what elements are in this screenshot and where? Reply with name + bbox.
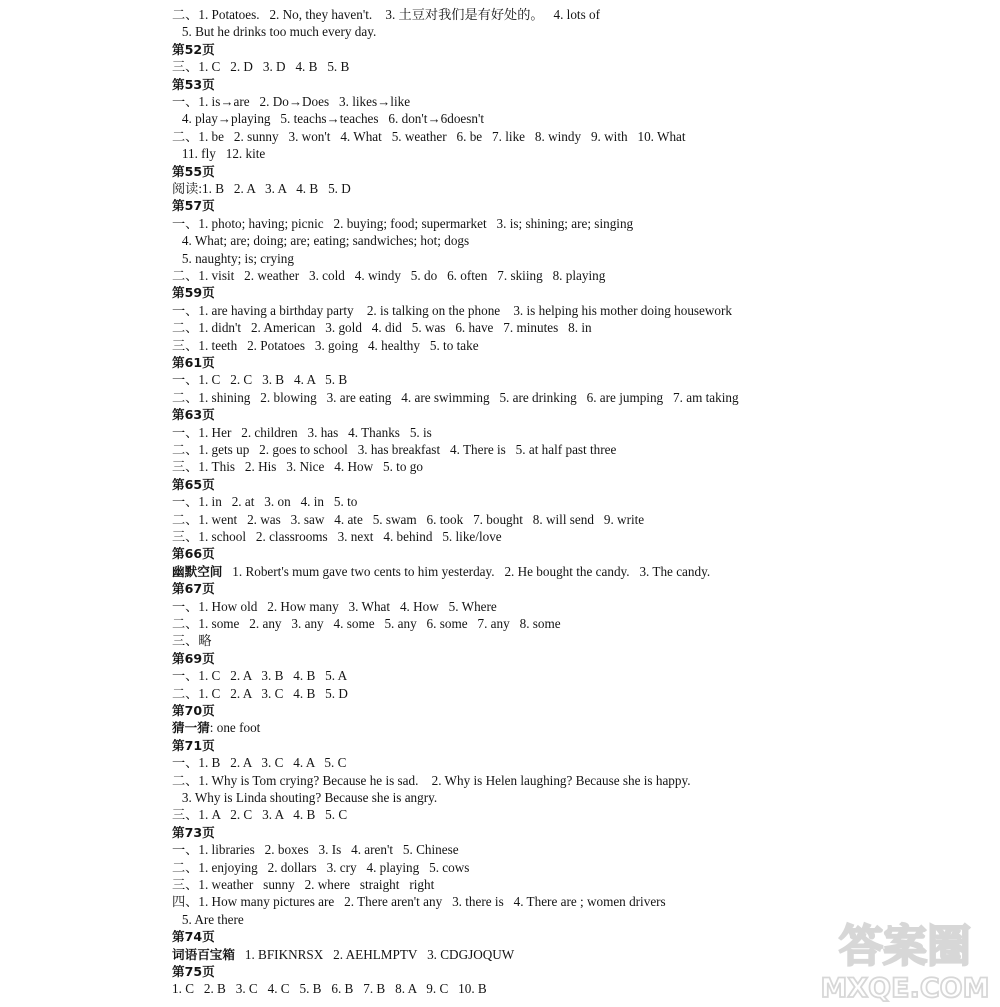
answer-line: 一、1. How old 2. How many 3. What 4. How 5. Where xyxy=(172,598,497,614)
answer-line: 5. Are there xyxy=(172,911,244,927)
page-heading: 第66页 xyxy=(172,546,215,562)
answer-line: 二、1. Why is Tom crying? Because he is sad. 2. Why is Helen laughing? Because she is happy. xyxy=(172,772,691,788)
section-label: 词语百宝箱 xyxy=(172,946,235,962)
answer-line: 3. Why is Linda shouting? Because she is angry. xyxy=(172,790,438,805)
answer-line: 一、1. C 2. C 3. B 4. A 5. B xyxy=(172,372,348,388)
answer-line: 三、1. weather sunny 2. where straight right xyxy=(172,877,435,892)
answer-line xyxy=(172,947,514,963)
answer-line: 4. What; are; doing; are; eating; sandwiches; hot; dogs xyxy=(172,233,470,249)
answer-line: 一、1. B 2. A 3. C 4. A 5. C xyxy=(172,755,347,771)
page-heading: 第59页 xyxy=(172,285,215,301)
answer-line: 三、1. A 2. C 3. A 4. B 5. C xyxy=(172,807,348,823)
page-heading: 第71页 xyxy=(172,737,215,753)
answer-line: 三、略 xyxy=(172,633,212,649)
answer-line: 一、1. Her 2. children 3. has 4. Thanks 5. is xyxy=(172,424,432,440)
answer-line: 一、1. are having a birthday party 2. is talking on the phone 3. is helping his mother doing housework xyxy=(172,302,733,318)
page-heading: 第73页 xyxy=(172,824,215,840)
answer-line: 二、1. went 2. was 3. saw 4. ate 5. swam 6. took 7. bought 8. will send 9. write xyxy=(172,511,645,527)
answer-line: 5. naughty; is; crying xyxy=(172,250,294,266)
answer-line: 一、1. is→are 2. Do→Does 3. likes→like xyxy=(172,94,411,109)
answer-line: 11. fly 12. kite xyxy=(172,146,266,162)
answer-line: 三、1. C 2. D 3. D 4. B 5. B xyxy=(172,59,350,75)
page-heading: 第52页 xyxy=(172,41,215,57)
answer-line: 四、1. How many pictures are 2. There aren't any 3. there is 4. There are ; women drivers xyxy=(172,894,666,910)
page-heading: 第57页 xyxy=(172,198,215,214)
answer-line xyxy=(172,720,260,736)
page-heading: 第74页 xyxy=(172,929,215,945)
answer-line: 三、1. This 2. His 3. Nice 4. How 5. to go xyxy=(172,459,423,475)
answer-line: 二、1. some 2. any 3. any 4. some 5. any 6. some 7. any 8. some xyxy=(172,616,561,631)
watermark-logo xyxy=(816,911,994,1003)
answer-line: 二、1. didn't 2. American 3. gold 4. did 5. was 6. have 7. minutes 8. in xyxy=(172,320,592,336)
page-heading: 第70页 xyxy=(172,703,215,718)
answer-line: 二、1. visit 2. weather 3. cold 4. windy 5. do 6. often 7. skiing 8. playing xyxy=(172,268,606,283)
answer-line: 二、1. be 2. sunny 3. won't 4. What 5. weather 6. be 7. like 8. windy 9. with 10. What xyxy=(172,128,686,144)
page-heading: 第65页 xyxy=(172,476,215,492)
section-text: 1. Robert's mum gave two cents to him yesterday. 2. He bought the candy. 3. The candy. xyxy=(222,563,711,579)
section-label: 幽默空间 xyxy=(172,563,223,579)
answer-line: 一、1. C 2. A 3. B 4. B 5. A xyxy=(172,668,348,684)
answer-line: 二、1. C 2. A 3. C 4. B 5. D xyxy=(172,685,348,701)
page-heading: 第63页 xyxy=(172,407,215,423)
answer-line: 二、1. Potatoes. 2. No, they haven't. 3. 土豆对我们是有好处的。 4. lots of xyxy=(172,7,601,22)
section-text: 1. BFIKNRSX 2. AEHLMPTV 3. CDGJOQUW xyxy=(234,946,515,962)
answer-line: 二、1. enjoying 2. dollars 3. cry 4. playing 5. cows xyxy=(172,859,470,875)
page-heading: 第55页 xyxy=(172,163,215,179)
section-text: : one foot xyxy=(209,720,261,736)
answer-line: 一、1. in 2. at 3. on 4. in 5. to xyxy=(172,494,358,510)
answer-line: 4. play→playing 5. teachs→teaches 6. don't→6doesn't xyxy=(172,111,485,127)
answer-line: 5. But he drinks too much every day. xyxy=(172,24,377,40)
answer-line: 1. C 2. B 3. C 4. C 5. B 6. B 7. B 8. A 9. C 10. B xyxy=(172,981,487,997)
answer-line: 三、1. teeth 2. Potatoes 3. going 4. healthy 5. to take xyxy=(172,337,479,353)
page-heading: 第75页 xyxy=(172,964,215,979)
page-heading: 第53页 xyxy=(172,76,215,92)
page-heading: 第67页 xyxy=(172,581,215,597)
answer-line: 阅读:1. B 2. A 3. A 4. B 5. D xyxy=(172,181,351,196)
section-label: 猜一猜 xyxy=(172,720,210,736)
page-heading: 第69页 xyxy=(172,650,215,666)
answer-line: 二、1. gets up 2. goes to school 3. has breakfast 4. There is 5. at half past three xyxy=(172,442,617,457)
answer-line: 一、1. libraries 2. boxes 3. Is 4. aren't 5. Chinese xyxy=(172,842,459,858)
answer-line: 一、1. photo; having; picnic 2. buying; food; supermarket 3. is; shining; are; singing xyxy=(172,215,634,231)
watermark-bottom-text: MXQE.COM xyxy=(820,973,990,1003)
answer-line xyxy=(172,564,710,580)
answer-line: 三、1. school 2. classrooms 3. next 4. behind 5. like/love xyxy=(172,529,502,544)
watermark-top-text: 答案圈 xyxy=(839,921,971,972)
page-heading: 第61页 xyxy=(172,355,215,370)
answer-line: 二、1. shining 2. blowing 3. are eating 4. are swimming 5. are drinking 6. are jumping 7. am taking xyxy=(172,389,739,405)
